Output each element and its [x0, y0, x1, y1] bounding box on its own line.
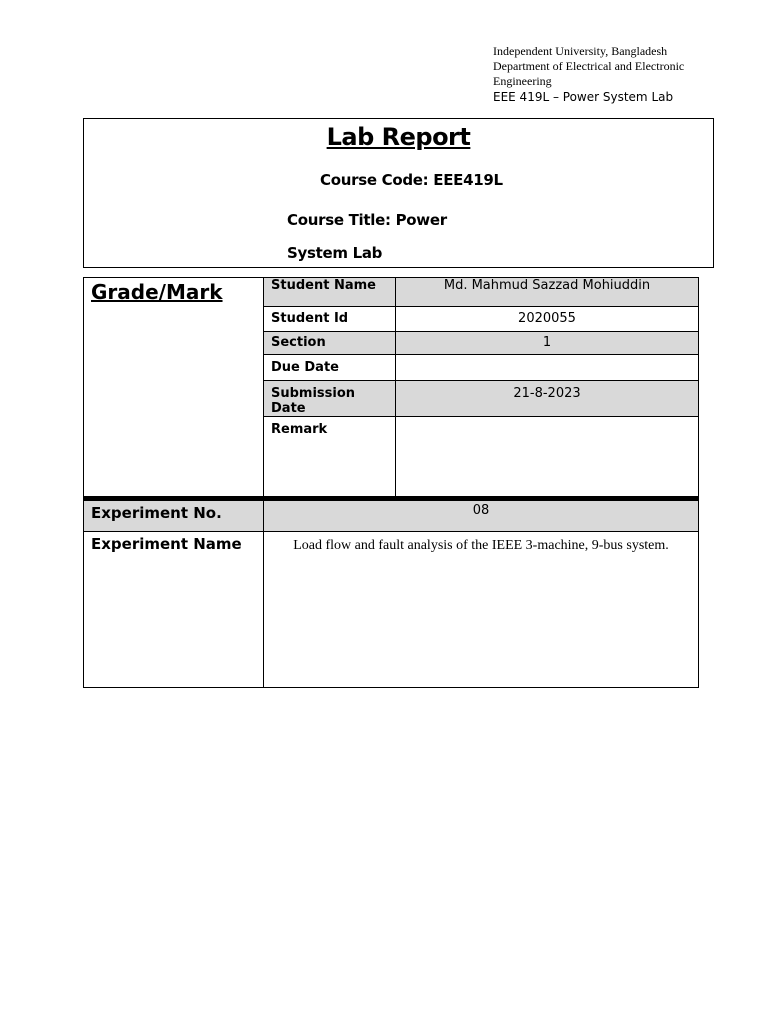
experiment-name-value: Load flow and fault analysis of the IEEE 3-machine, 9-bus system.	[264, 532, 699, 688]
student-id-value: 2020055	[396, 307, 699, 332]
title-box	[83, 118, 714, 268]
experiment-number-label: Experiment No.	[84, 499, 264, 532]
remark-value	[396, 417, 699, 499]
grade-mark-label: Grade/Mark	[84, 278, 264, 499]
report-title: Lab Report	[326, 123, 471, 151]
info-table	[83, 277, 699, 688]
table-row	[84, 532, 699, 688]
table-row	[84, 499, 699, 532]
submission-date-label: Submission Date	[264, 381, 396, 417]
student-name-value: Md. Mahmud Sazzad Mohiuddin	[396, 278, 699, 307]
section-value: 1	[396, 332, 699, 355]
document-header	[493, 44, 743, 105]
course-code: Course Code: EEE419L	[320, 171, 503, 189]
student-id-label: Student Id	[264, 307, 396, 332]
university-name: Independent University, Bangladesh	[493, 44, 668, 58]
section-label: Section	[264, 332, 396, 355]
course-title: Course Title: Power System Lab	[287, 211, 447, 262]
due-date-value	[396, 355, 699, 381]
submission-date-value: 21-8-2023	[396, 381, 699, 417]
remark-label: Remark	[264, 417, 396, 499]
course-line: EEE 419L – Power System Lab	[493, 90, 674, 104]
due-date-label: Due Date	[264, 355, 396, 381]
table-row	[84, 278, 699, 307]
experiment-number-value: 08	[264, 499, 699, 532]
experiment-name-label: Experiment Name	[84, 532, 264, 688]
student-name-label: Student Name	[264, 278, 396, 307]
department-name: Department of Electrical and Electronic Engineering	[493, 59, 685, 88]
